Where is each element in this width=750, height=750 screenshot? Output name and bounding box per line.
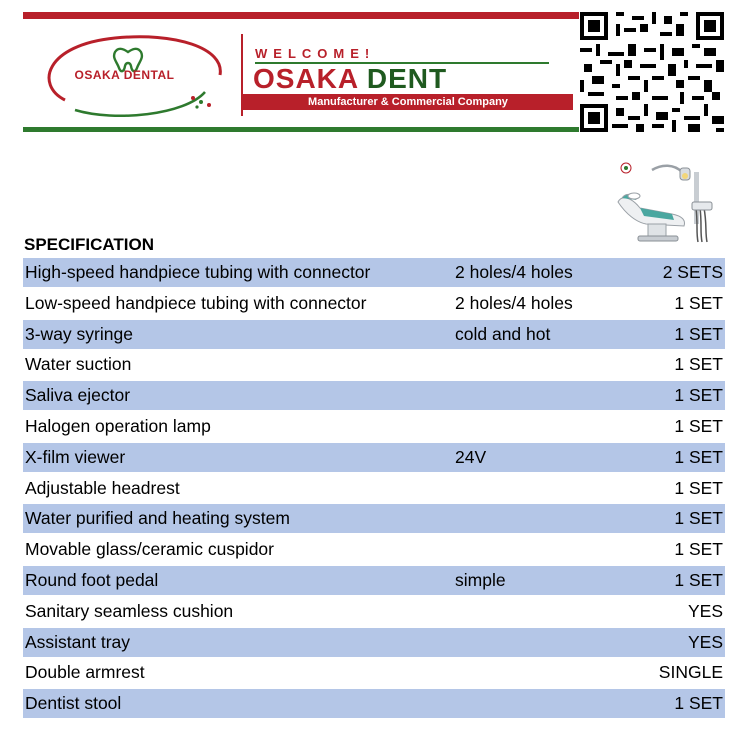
spec-item-name: Water purified and heating system [25,508,290,529]
spec-item-spec: 2 holes/4 holes [455,292,573,313]
spec-item-name: Double armrest [25,662,145,683]
spec-item-spec: 24V [455,446,487,467]
spec-item-name: Assistant tray [25,631,131,652]
spec-item-name: Halogen operation lamp [25,415,211,436]
spec-item-name: Adjustable headrest [25,477,180,498]
banner-bottom-stripe [23,127,579,132]
spec-row [23,412,725,441]
spec-item-qty: 1 SET [674,693,723,714]
spec-item-name: Round foot pedal [25,569,159,590]
spec-heading: SPECIFICATION [24,235,155,254]
spec-item-qty: 1 SET [674,508,723,529]
spec-item-name: X-film viewer [25,446,126,467]
brand-main: OSAKA [253,63,359,94]
spec-row [23,504,725,533]
spec-row [23,381,725,410]
spec-item-qty: YES [687,631,723,652]
logo-dots-icon [183,92,223,112]
spec-item-qty: SINGLE [658,662,723,683]
spec-item-name: Movable glass/ceramic cuspidor [25,539,274,560]
brand-accent: DENT [366,63,448,94]
spec-item-name: High-speed handpiece tubing with connector [25,262,371,282]
spec-item-name: Water suction [25,354,132,375]
qr-code-icon [580,12,724,132]
spec-item-qty: 1 SET [674,354,723,375]
dental-chair-image [612,158,724,248]
welcome-text: WELCOME! [255,46,376,61]
spec-item-qty: 1 SET [674,569,723,590]
spec-row [23,566,725,595]
spec-item-name: Saliva ejector [25,385,131,406]
spec-item-spec: 2 holes/4 holes [455,262,573,282]
spec-row [23,474,725,503]
brand-name [253,64,447,94]
spec-row [23,258,725,287]
spec-item-qty: 1 SET [674,292,723,313]
spec-item-name: 3-way syringe [25,323,133,344]
spec-item-name: Sanitary seamless cushion [25,600,234,621]
banner-top-stripe [23,12,579,19]
spec-row [23,689,725,718]
spec-row [23,320,725,349]
spec-row [23,443,725,472]
spec-item-name: Low-speed handpiece tubing with connector [25,292,367,313]
spec-row [23,628,725,657]
logo-text: OSAKA DENTAL [74,68,175,82]
spec-item-qty: 1 SET [674,446,723,467]
spec-row [23,597,725,626]
spec-item-name: Dentist stool [25,693,122,714]
spec-item-qty: 2 SETS [662,262,723,282]
spec-item-qty: 1 SET [674,385,723,406]
tagline: Manufacturer & Commercial Company [243,94,573,110]
spec-item-qty: 1 SET [674,477,723,498]
spec-item-spec: cold and hot [455,323,551,344]
spec-item-qty: 1 SET [674,415,723,436]
spec-table [23,258,725,720]
spec-row [23,350,725,379]
header-banner [23,12,579,132]
spec-item-qty: 1 SET [674,323,723,344]
spec-item-qty: 1 SET [674,539,723,560]
spec-row [23,658,725,687]
spec-row [23,289,725,318]
spec-item-spec: simple [455,569,506,590]
spec-item-qty: YES [687,600,723,621]
spec-row [23,535,725,564]
